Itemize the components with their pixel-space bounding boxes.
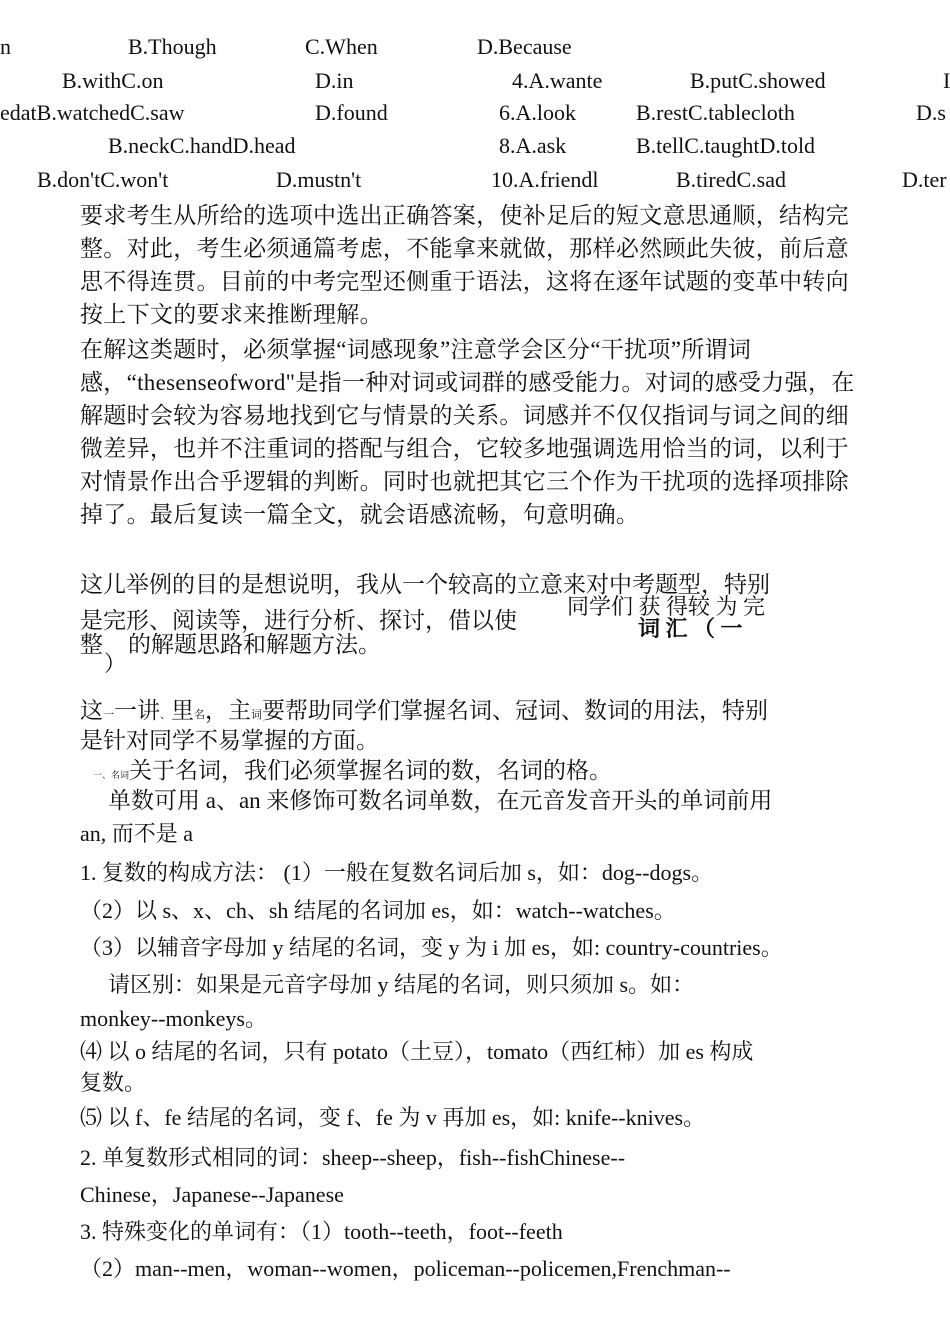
option-item: B.don'tC.won't bbox=[37, 167, 169, 192]
option-item: D.mustn't bbox=[276, 167, 362, 192]
option-item: B.withC.on bbox=[62, 68, 164, 93]
overlay-close-paren: ） bbox=[104, 651, 127, 676]
plural-rule-3: （3）以辅音字母加 y 结尾的名词，变 y 为 i 加 es，如: country-countries。 bbox=[80, 935, 783, 960]
plural-rule-2: （2）以 s、x、ch、sh 结尾的名词加 es，如：watch--watches。 bbox=[80, 898, 676, 923]
overlay-text-top: 同学们 获 得较 为 完 bbox=[567, 594, 766, 619]
option-fragment: D.s bbox=[916, 100, 946, 125]
tiny-mark: 一 bbox=[103, 709, 114, 721]
option-item: 6.A.look bbox=[499, 100, 576, 125]
tiny-mark: 名 bbox=[194, 709, 205, 721]
option-item: D.Because bbox=[477, 34, 572, 59]
option-item: 10.A.friendl bbox=[491, 167, 599, 192]
irregular-rule: 3. 特殊变化的单词有：（1）tooth--teeth，foot--feeth bbox=[80, 1219, 563, 1244]
option-fragment: I bbox=[943, 68, 950, 93]
option-fragment: n bbox=[0, 34, 11, 59]
intro-text: 这 bbox=[80, 698, 103, 723]
plural-rule-1: 1. 复数的构成方法： (1）一般在复数名词后加 s，如：dog--dogs。 bbox=[80, 860, 714, 885]
option-item: B.putC.showed bbox=[690, 68, 826, 93]
section-heading-text: 关于名词，我们必须掌握名词的数，名词的格。 bbox=[129, 758, 613, 783]
option-item: D.in bbox=[315, 68, 354, 93]
intro-text: 一讲 bbox=[114, 698, 160, 723]
option-item: B.restC.tablecloth bbox=[636, 100, 795, 125]
paragraph-word-sense: 在解这类题时，必须掌握“词感现象”注意学会区分“干扰项”所谓词感，“thesenseofword"是指一种对词或词群的感受能力。对词的感受力强，在解题时会较为容易地找到它与情景的关系。词感并不仅仅指词与词之间的细微差异，也并不注重词的搭配与组合，它较多地强调选用恰当的词，以利于对情景作出合乎逻辑的判断。同时也就把其它三个作为干扰项的选择项排除掉了。最后复读一篇全文，就会语感流畅，句意明确。 bbox=[80, 337, 855, 527]
noun-section-heading bbox=[93, 756, 612, 790]
plural-rule-note: 请区别：如果是元音字母加 y 结尾的名词，则只须加 s。如： bbox=[108, 972, 695, 997]
same-form-rule: 2. 单复数形式相同的词：sheep--sheep，fish--fishChinese-- bbox=[80, 1145, 626, 1170]
same-form-rule-cont: Chinese，Japanese--Japanese bbox=[80, 1182, 344, 1207]
tiny-mark: 、 bbox=[160, 709, 171, 721]
intro-text: 要帮助同学们掌握名词、冠词、数词的用法，特别 bbox=[262, 698, 768, 723]
plural-rule-5: ⑸ 以 f、fe 结尾的名词，变 f、fe 为 v 再加 es，如: knife--knives。 bbox=[80, 1105, 706, 1130]
option-item: C.When bbox=[305, 34, 378, 59]
paragraph-instructions: 要求考生从所给的选项中选出正确答案，使补足后的短文意思通顺，结构完整。对此，考生必须通篇考虑，不能拿来就做，那样必然顾此失彼，前后意思不得连贯。目前的中考完型还侧重于语法，这将在逐年试题的变革中转向按上下文的要求来推断理解。 bbox=[80, 203, 849, 327]
plural-rule-4-cont: 复数。 bbox=[80, 1070, 147, 1095]
option-item: D.found bbox=[315, 100, 388, 125]
lecture-intro-line-2: 是针对同学不易掌握的方面。 bbox=[80, 728, 379, 753]
overlay-text-bottom: 词 汇 （ 一 bbox=[638, 616, 743, 641]
option-item: B.Though bbox=[128, 34, 217, 59]
option-item: B.tiredC.sad bbox=[676, 167, 786, 192]
paragraph-lecture-intro bbox=[80, 696, 768, 730]
intro-text: 里 bbox=[171, 698, 194, 723]
purpose-line-1: 这儿举例的目的是想说明，我从一个较高的立意来对中考题型，特别 bbox=[80, 572, 770, 597]
purpose-line-3a: 整 bbox=[80, 632, 103, 657]
singular-rule-line-1: 单数可用 a、an 来修饰可数名词单数，在元音发音开头的单词前用 bbox=[108, 788, 773, 813]
purpose-line-2: 是完形、阅读等，进行分析、探讨，借以使 bbox=[80, 608, 517, 633]
option-item: B.tellC.taughtD.told bbox=[636, 133, 816, 158]
option-item: edatB.watchedC.saw bbox=[0, 100, 185, 125]
singular-rule-line-2: an, 而不是 a bbox=[80, 821, 194, 846]
option-item: B.neckC.handD.head bbox=[108, 133, 296, 158]
irregular-rule-2: （2）man--men，woman--women，policeman--policemen,Frenchman-- bbox=[80, 1256, 731, 1281]
intro-text: ，主 bbox=[205, 698, 251, 723]
option-item: 8.A.ask bbox=[499, 133, 567, 158]
tiny-mark: 词 bbox=[251, 709, 262, 721]
plural-rule-note-example: monkey--monkeys。 bbox=[80, 1006, 267, 1031]
plural-rule-4: ⑷ 以 o 结尾的名词，只有 potato（土豆），tomato（西红柿）加 es 构成 bbox=[80, 1039, 754, 1064]
option-item: 4.A.wante bbox=[512, 68, 603, 93]
purpose-line-3b: 的解题思路和解题方法。 bbox=[128, 632, 381, 657]
option-fragment: D.ter bbox=[902, 167, 947, 192]
section-tiny-label: 一、名词 bbox=[93, 770, 130, 780]
